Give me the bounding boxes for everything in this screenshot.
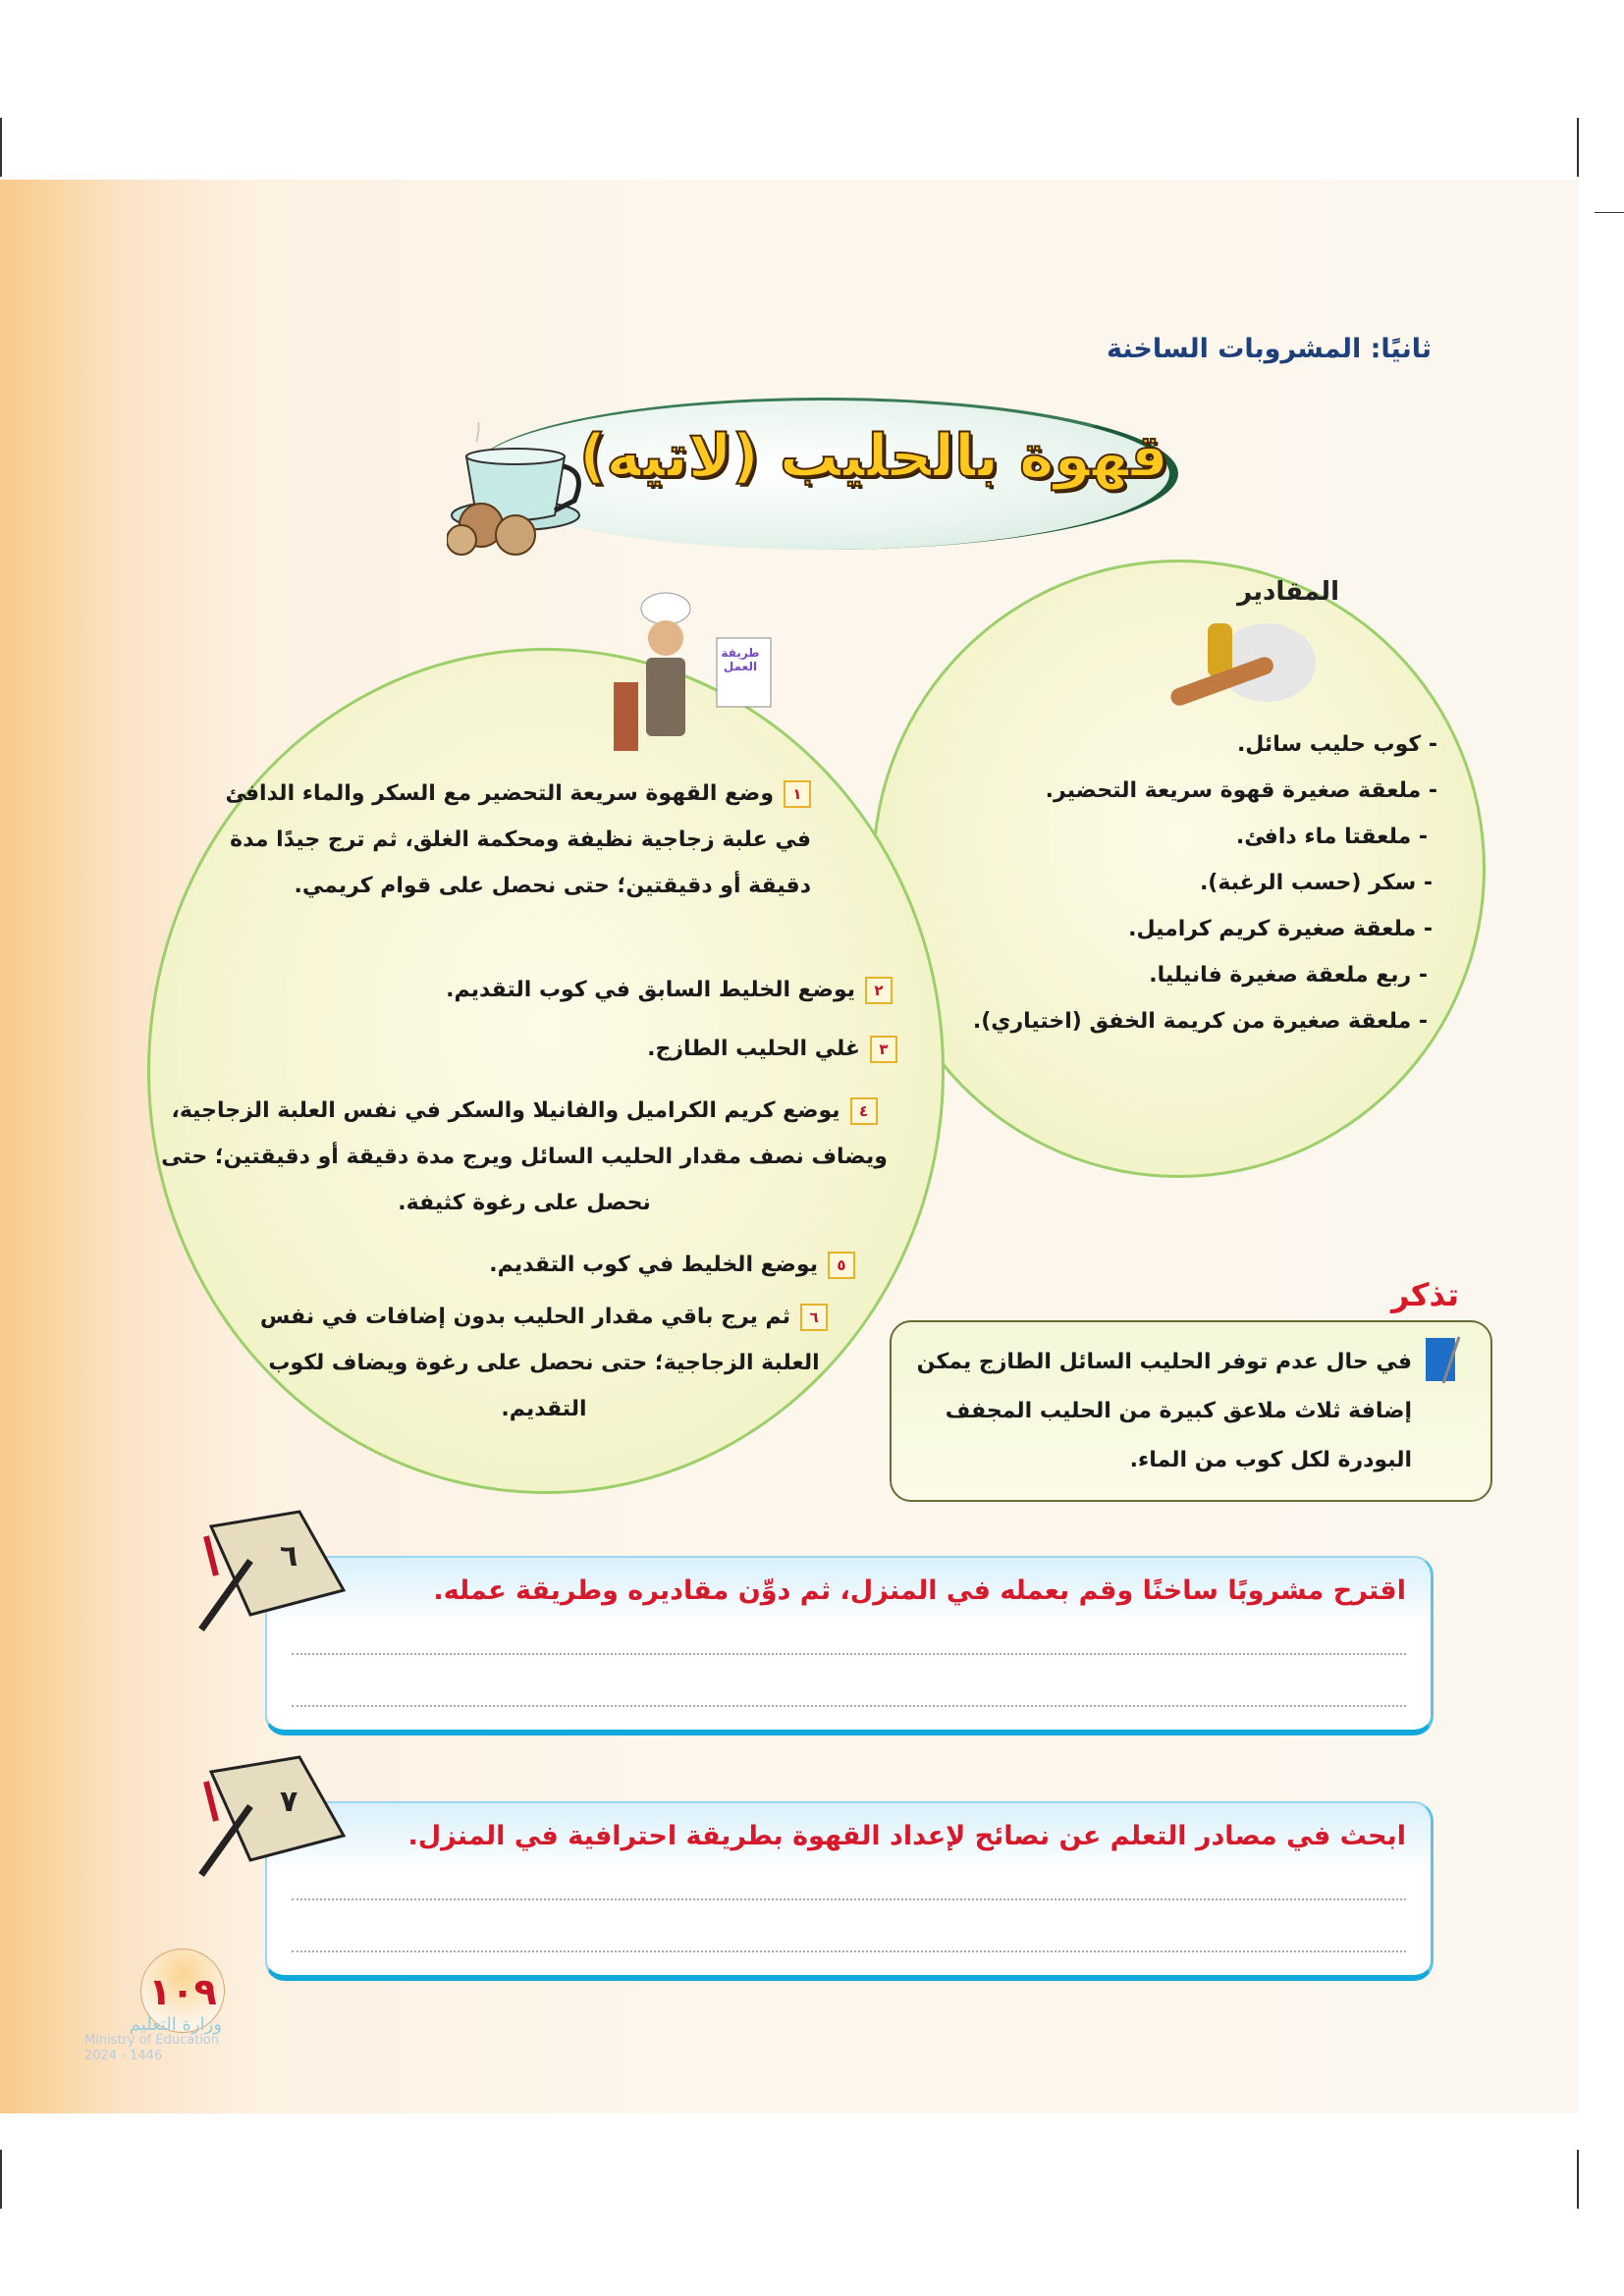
ingredient-item: - ملعقة صغيرة من كريمة الخفق (اختياري). <box>972 1009 1428 1034</box>
activity-book-icon <box>191 1752 349 1880</box>
activity-book-icon <box>191 1507 349 1634</box>
method-step <box>151 1088 897 1226</box>
activity-number: ٧ <box>280 1785 298 1819</box>
step-number: ٦ <box>800 1304 828 1331</box>
ministry-name-ar: وزارة التعليم <box>129 2014 222 2035</box>
remember-heading: تذكر <box>1390 1276 1459 1313</box>
step-number: ٣ <box>870 1036 897 1063</box>
activity-question: ابحث في مصادر التعلم عن نصائح لإعداد القهوة بطريقة احترافية في المنزل. <box>407 1821 1406 1851</box>
answer-line[interactable] <box>292 1653 1406 1655</box>
ingredient-item: - ملعقة صغيرة قهوة سريعة التحضير. <box>1045 778 1437 803</box>
method-step <box>202 771 811 909</box>
ingredient-item: - ملعقتا ماء دافئ. <box>1235 825 1428 849</box>
method-step <box>303 967 893 1013</box>
page-number: ١٠٩ <box>140 1949 225 2033</box>
step-text: يوضع الخليط السابق في كوب التقديم. <box>446 978 855 1002</box>
crop-mark <box>0 118 2 177</box>
ingredient-item: - ربع ملعقة صغيرة فانيليا. <box>1149 963 1428 988</box>
step-number: ٢ <box>865 977 893 1004</box>
method-step <box>308 1026 897 1072</box>
answer-line[interactable] <box>292 1898 1406 1900</box>
section-heading: ثانيًا: المشروبات الساخنة <box>1107 334 1432 364</box>
ingredients-heading: المقادير <box>1237 577 1339 607</box>
step-text: ثم يرج باقي مقدار الحليب بدون إضافات في نفس العلبة الزجاجية؛ حتى نحصل على رغوة ويضاف لكوب التقديم. <box>259 1305 820 1421</box>
ingredient-item: - سكر (حسب الرغبة). <box>1199 871 1433 895</box>
ingredients-list <box>927 721 1477 1044</box>
baking-tools-icon <box>1159 614 1326 717</box>
ingredient-item: - كوب حليب سائل. <box>1236 732 1437 757</box>
activity-box <box>265 1801 1434 1981</box>
ministry-name-en: Ministry of Education <box>84 2033 220 2048</box>
step-number: ٥ <box>828 1252 855 1279</box>
method-step <box>266 1242 855 1288</box>
recipe-title: قهوة بالحليب (لاتيه) <box>579 422 1168 491</box>
ministry-logo <box>84 2014 222 2064</box>
answer-line[interactable] <box>292 1950 1406 1952</box>
ingredient-item: - ملعقة صغيرة كريم كراميل. <box>1128 917 1433 941</box>
step-text: غلي الحليب الطازج. <box>647 1037 860 1061</box>
remember-box <box>890 1320 1492 1502</box>
answer-line[interactable] <box>292 1705 1406 1707</box>
crop-mark <box>1595 212 1624 213</box>
crop-mark <box>0 2150 2 2209</box>
notepad-icon <box>1422 1332 1463 1386</box>
coffee-cup-icon <box>447 422 594 560</box>
remember-text: في حال عدم توفر الحليب السائل الطازج يمكن إضافة ثلاث ملاعق كبيرة من الحليب المجفف البودرة لكل كوب من الماء. <box>916 1350 1412 1472</box>
activity-number: ٦ <box>280 1539 298 1574</box>
method-sign-label: طريقة العمل <box>721 646 760 673</box>
step-number: ٤ <box>850 1097 878 1125</box>
step-number: ١ <box>784 780 811 808</box>
ministry-year: 2024 - 1446 <box>84 2049 163 2063</box>
crop-mark <box>1577 2150 1579 2209</box>
crop-mark <box>1577 118 1579 177</box>
step-text: يوضع كريم الكراميل والفانيلا والسكر في نفس العلبة الزجاجية، ويضاف نصف مقدار الحليب السائل ويرج مدة دقيقة أو دقيقتين؛ حتى نحصل على رغوة كثيفة. <box>161 1098 888 1215</box>
step-text: يوضع الخليط في كوب التقديم. <box>489 1253 818 1277</box>
method-step <box>259 1294 829 1432</box>
activity-question: اقترح مشروبًا ساخنًا وقم بعمله في المنزل، ثم دوِّن مقاديره وطريقة عمله. <box>433 1575 1406 1606</box>
activity-box <box>265 1556 1434 1735</box>
step-text: وضع القهوة سريعة التحضير مع السكر والماء الدافئ في علبة زجاجية نظيفة ومحكمة الغلق، ثم ترج جيدًا مدة دقيقة أو دقيقتين؛ حتى نحصل على قوام كريمي. <box>225 781 811 898</box>
